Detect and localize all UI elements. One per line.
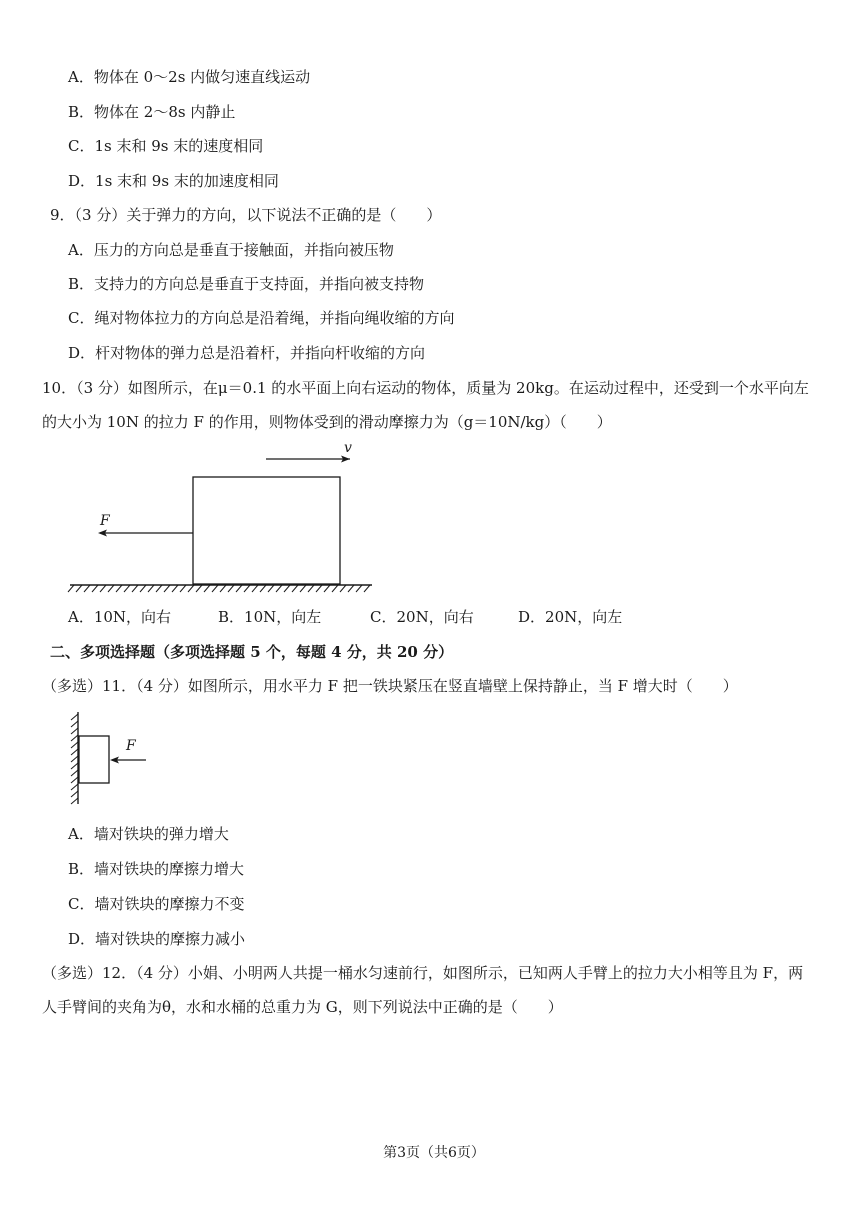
- q9-stem: 9．（3 分）关于弹力的方向，以下说法不正确的是（ ）: [50, 206, 442, 224]
- q10-stem-line1: 10．（3 分）如图所示，在μ＝0.1 的水平面上向右运动的物体，质量为 20kg。在运动过程中，还受到一个水平向左: [42, 379, 809, 397]
- q10-option-a: A．10N，向右: [68, 608, 172, 626]
- q11-stem: （多选）11．（4 分）如图所示，用水平力 F 把一铁块紧压在竖直墙壁上保持静止，当 F 增大时（ ）: [42, 677, 738, 695]
- force-label: F: [100, 513, 110, 529]
- q8-option-d: D．1s 末和 9s 末的加速度相同: [68, 172, 279, 190]
- wall-hatching: [71, 714, 78, 804]
- q11-option-a: A．墙对铁块的弹力增大: [68, 825, 229, 843]
- q11-figure: [64, 708, 160, 810]
- q9-option-d: D．杆对物体的弹力总是沿着杆，并指向杆收缩的方向: [68, 344, 426, 362]
- q10-option-b: B．10N，向左: [218, 608, 322, 626]
- force-label: F: [126, 738, 136, 754]
- q11-option-b: B．墙对铁块的摩擦力增大: [68, 860, 245, 878]
- q10-option-d: D．20N，向左: [518, 608, 623, 626]
- q10-figure: [60, 436, 390, 596]
- iron-block: [79, 736, 109, 783]
- q12-stem-line1: （多选）12．（4 分）小娟、小明两人共提一桶水匀速前行，如图所示，已知两人手臂上的拉力大小相等且为 F，两: [42, 964, 804, 982]
- q8-option-b: B．物体在 2～8s 内静止: [68, 103, 236, 121]
- q8-option-a: A．物体在 0～2s 内做匀速直线运动: [68, 68, 311, 86]
- q11-option-d: D．墙对铁块的摩擦力减小: [68, 930, 246, 948]
- section-2-title: 二、多项选择题（多项选择题 5 个，每题 4 分，共 20 分）: [50, 643, 454, 661]
- q12-stem-line2: 人手臂间的夹角为θ，水和水桶的总重力为 G，则下列说法中正确的是（ ）: [42, 998, 563, 1016]
- q10-option-c: C．20N，向右: [370, 608, 474, 626]
- velocity-label: v: [344, 440, 352, 456]
- block: [193, 477, 340, 584]
- q9-option-c: C．绳对物体拉力的方向总是沿着绳，并指向绳收缩的方向: [68, 309, 455, 327]
- q11-option-c: C．墙对铁块的摩擦力不变: [68, 895, 245, 913]
- q8-option-c: C．1s 末和 9s 末的速度相同: [68, 137, 264, 155]
- q9-option-b: B．支持力的方向总是垂直于支持面，并指向被支持物: [68, 275, 425, 293]
- q9-option-a: A．压力的方向总是垂直于接触面，并指向被压物: [68, 241, 394, 259]
- q10-stem-line2: 的大小为 10N 的拉力 F 的作用，则物体受到的滑动摩擦力为（g＝10N/kg）（ ）: [42, 413, 612, 431]
- ground-hatching: [68, 585, 370, 592]
- page-number: 第3页（共6页）: [383, 1145, 485, 1161]
